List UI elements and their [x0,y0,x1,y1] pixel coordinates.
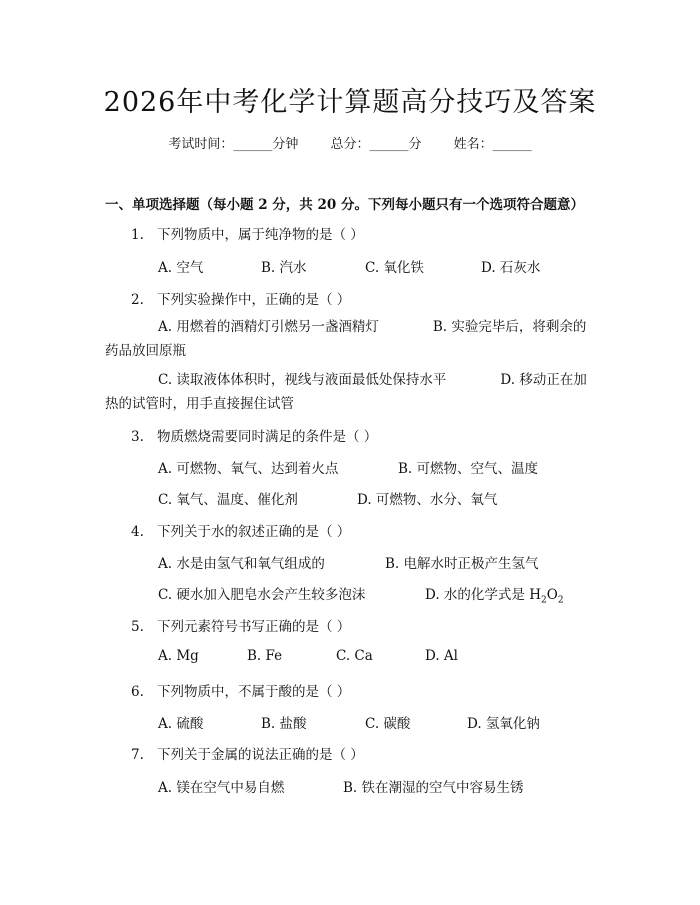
question-6 [131,680,350,700]
option-c: C. 碳酸 [365,716,411,732]
option-b: B. 电解水时正极产生氢气 [385,556,539,572]
total-score: 总分：______分 [330,137,422,152]
question-number: 1. [131,227,144,243]
question-text: 下列物质中，属于纯净物的是（ ） [157,227,364,243]
option-b: B. 汽水 [261,260,307,276]
option-cd-wrapped: C. 读取液体体积时，视线与液面最低处保持水平 D. 移动正在加热的试管时，用手直接握住试管 [105,372,587,412]
question-1 [131,223,364,243]
question-number: 7. [131,747,144,763]
exam-time: 考试时间：______分钟 [168,137,299,152]
option-a: A. 水是由氢气和氧气组成的 [158,556,325,572]
question-text: 下列实验操作中，正确的是（ ） [157,292,351,308]
option-d: D. 氢氧化钠 [467,716,540,732]
option-a: A. 可燃物、氧气、达到着火点 [158,461,339,477]
option-a: A. 空气 [158,260,204,276]
question-text: 下列关于金属的说法正确的是（ ） [157,747,364,763]
option-c: C. Ca [336,648,373,664]
question-number: 2. [131,292,144,308]
option-b: B. Fe [247,648,283,664]
section-heading: 一、单项选择题（每小题 2 分，共 20 分。下列每小题只有一个选项符合题意） [105,197,584,213]
question-text: 下列元素符号书写正确的是（ ） [157,619,351,635]
question-number: 6. [131,684,144,700]
option-c: C. 硬水加入肥皂水会产生较多泡沫 [158,587,366,603]
option-a: A. Mg [158,648,199,664]
option-c: C. 氧化铁 [365,260,424,276]
question-2 [131,288,350,308]
option-b: B. 可燃物、空气、温度 [398,461,539,477]
question-number: 3. [131,429,144,445]
option-d: D. 水的化学式是 $H_2O_2$ [425,587,564,606]
water-formula: $H_2O_2$ [529,587,564,606]
question-number: 4. [131,524,144,540]
document-title: 2026年中考化学计算题高分技巧及答案 [103,87,597,118]
option-a: A. 镁在空气中易自燃 [158,780,285,796]
student-name: 姓名：______ [453,137,532,152]
option-c: C. 氧气、温度、催化剂 [158,492,298,508]
option-b: B. 铁在潮湿的空气中容易生锈 [343,780,524,796]
exam-info [0,133,700,152]
option-d: D. 石灰水 [481,260,541,276]
question-number: 5. [131,619,144,635]
question-text: 物质燃烧需要同时满足的条件是（ ） [157,429,378,445]
question-3 [131,425,377,445]
option-a: A. 硫酸 [158,716,204,732]
option-d: D. Al [425,648,458,664]
option-b: B. 盐酸 [261,716,307,732]
option-d: D. 可燃物、水分、氧气 [357,492,498,508]
question-4 [131,520,350,540]
option-ab-wrapped: A. 用燃着的酒精灯引燃另一盏酒精灯 B. 实验完毕后，将剩余的药品放回原瓶 [105,319,587,359]
question-5 [131,615,350,635]
question-text: 下列物质中，不属于酸的是（ ） [157,684,351,700]
question-7 [131,743,364,763]
question-text: 下列关于水的叙述正确的是（ ） [157,524,351,540]
